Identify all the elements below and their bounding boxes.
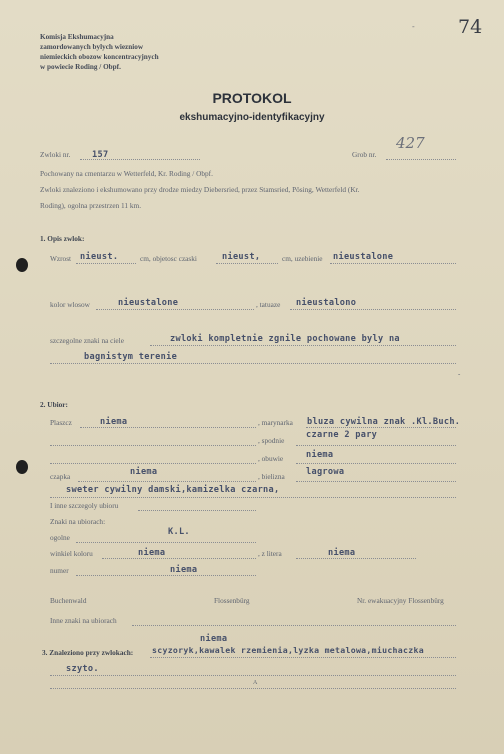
czaszka-label: cm, objetosc czaski [140,254,197,263]
document-title: PROTOKOL [212,90,292,106]
nr-ewakuacyjny-label: Nr. ewakuacyjny Flossenbürg [357,596,444,605]
buchenwald-label: Buchenwald [50,596,87,605]
znaleziono-value-2: szyto. [66,664,99,674]
numer-value: niema [170,565,198,575]
winkiel-value: niema [138,548,166,558]
bielizna-label: , bielizna [258,472,285,481]
section-3-title: 3. Znaleziono przy zwlokach: [42,648,134,657]
czapka-label: czapka [50,472,71,481]
punch-hole [16,258,28,272]
znaki-cialo-value: zwloki kompletnie zgnile pochowane byly na [170,334,400,344]
plaszcz-label: Plaszcz [50,418,72,427]
zwloki-value: 157 [92,150,109,160]
zwloki-label: Zwloki nr. [40,150,71,159]
header-line: w powiecie Roding / Obpf. [40,63,121,71]
numer-label: numer [50,566,69,575]
intro-line: Zwloki znaleziono i ekshumowano przy drodze miedzy Diebersried, przez Stamsried, Pösing, Wetterfeld (Kr. [40,185,360,194]
znaleziono-above: niema [200,634,228,644]
kolor-value: nieustalone [118,298,179,308]
inne-szczegoly-label: I inne szczegoly ubioru [50,501,119,510]
wzrost-label: Wzrost [50,254,72,263]
header-line: niemieckich obozow koncentracyjnych [40,53,159,61]
footer-mark: A [253,680,258,686]
page-mark: - [412,22,415,31]
header-block [40,32,159,72]
tatuaze-label: , tatuaze [256,300,281,309]
kolor-label: kolor wlosow [50,300,90,309]
section-2-title: 2. Ubior: [40,400,68,409]
header-line: zamordowanych bylych wiezniow [40,43,144,51]
section-1-title: 1. Opis zwlok: [40,234,85,243]
spodnie-label: , spodnie [258,436,285,445]
litera-label: , z litera [258,549,282,558]
grob-value: 427 [396,134,425,152]
header-line: Komisja Ekshumacyjna [40,33,114,41]
czapka-value: niema [130,467,158,477]
page-number: 74 [458,16,483,38]
margin-tick: - [458,370,461,378]
flossenburg-label: Flossenbürg [214,596,250,605]
grob-label: Grob nr. [352,150,377,159]
intro-line: Roding), ogolna przestrzen 11 km. [40,201,142,210]
plaszcz-value: niema [100,417,128,427]
znaki-cialo-label: szczegolne znaki na ciele [50,336,124,345]
spodnie-value: czarne 2 pary [306,430,378,440]
litera-value: niema [328,548,356,558]
punch-hole [16,460,28,474]
obuwie-value: niema [306,450,334,460]
bielizna-value: lagrowa [306,467,345,477]
document-subtitle: ekshumacyjno-identyfikacyjny [179,112,325,123]
znaleziono-value: scyzoryk,kawalek rzemienia,lyzka metalowa,miuchaczka [152,645,424,655]
sweter-value: sweter cywilny damski,kamizelka czarna, [66,485,280,495]
uzebienie-label: cm, uzebienie [282,254,323,263]
inne-znaki-label: Inne znaki na ubiorach [50,616,117,625]
wzrost-value: nieust. [80,252,119,262]
tatuaze-value: nieustalono [296,298,357,308]
marynarka-label: , marynarka [258,418,293,427]
marynarka-value: bluza cywilna znak .Kl.Buch. [307,417,461,427]
ogolne-label: ogolne [50,533,70,542]
znaki-cialo-value-2: bagnistym terenie [84,352,178,362]
intro-line: Pochowany na cmentarzu w Wetterfeld, Kr. Roding / Obpf. [40,169,213,178]
znaki-ubior-label: Znaki na ubiorach: [50,517,106,526]
obuwie-label: , obuwie [258,454,284,463]
ogolne-value: K.L. [168,527,190,537]
uzebienie-value: nieustalone [333,252,394,262]
czaszka-value: nieust, [222,252,261,262]
winkiel-label: winkiel koloru [50,549,93,558]
